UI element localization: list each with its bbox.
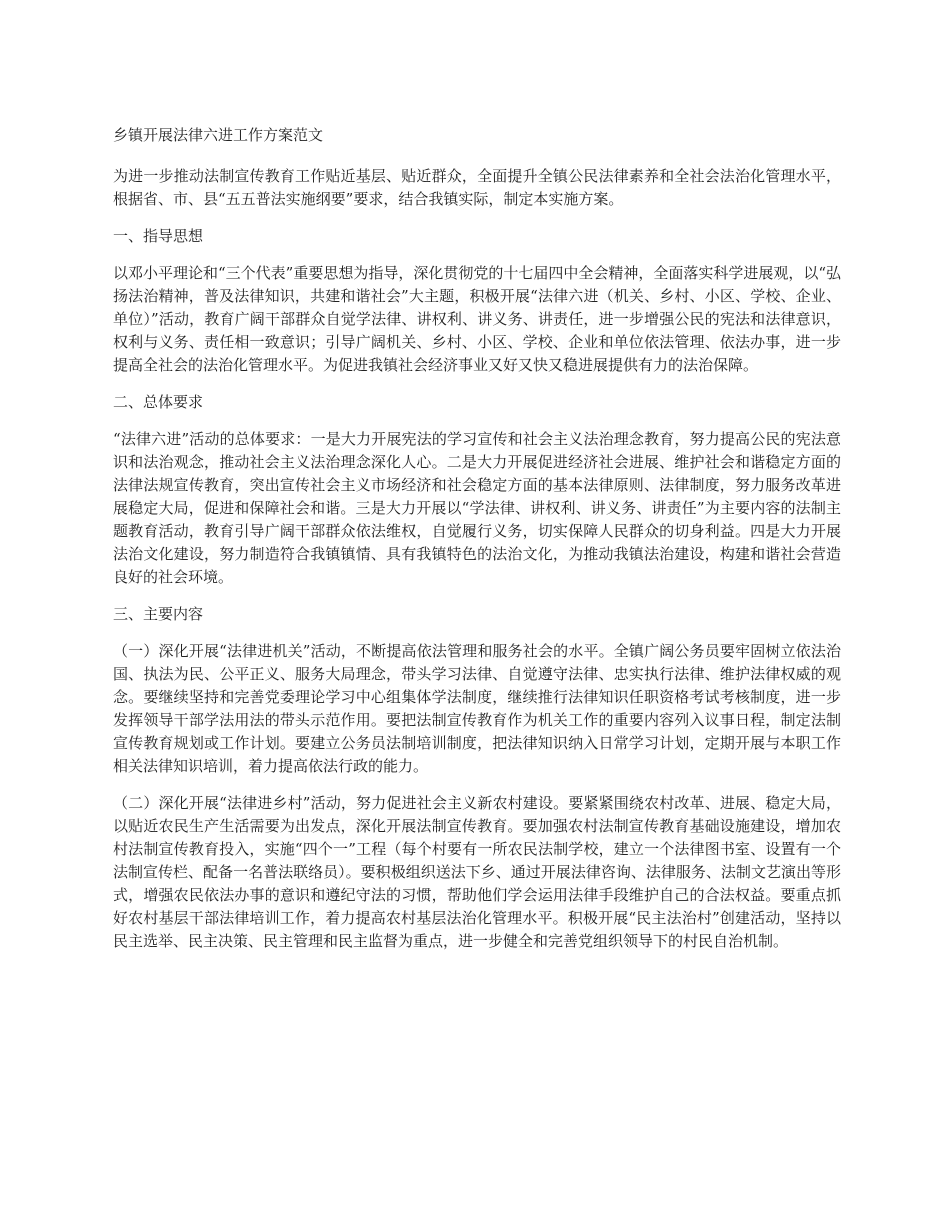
document-page [113, 124, 841, 967]
main-content-item-2: （二）深化开展“法律进乡村”活动，努力促进社会主义新农村建设。要紧紧围绕农村改革、进展、稳定大局，以贴近农民生产生活需要为出发点，深化开展法制宣传教育。要加强农村法制宣传教育基础设施建设，增加农村法制宣传教育投入，实施“四个一”工程（每个村要有一所农民法制学校，建立一个法律图书室、设置有一个法制宣传栏、配备一名普法联络员）。要积极组织送法下乡、通过开展法律咨询、法律服务、法制文艺演出等形式，增强农民依法办事的意识和遵纪守法的习惯，帮助他们学会运用法律手段维护自己的合法权益。要重点抓好农村基层干部法律培训工作，着力提高农村基层法治化管理水平。积极开展“民主法治村”创建活动，坚持以民主选举、民主决策、民主管理和民主监督为重点，进一步健全和完善党组织领导下的村民自治机制。 [113, 794, 841, 950]
section-body-overall-requirements: “法律六进”活动的总体要求：一是大力开展宪法的学习宣传和社会主义法治理念教育，努力提高公民的宪法意识和法治观念，推动社会主义法治理念深化人心。二是大力开展促进经济社会进展、维护社会和谐稳定方面的法律法规宣传教育，突出宣传社会主义市场经济和社会稳定方面的基本法律原则、法律制度，努力服务改革进展稳定大局，促进和保障社会和谐。三是大力开展以“学法律、讲权利、讲义务、讲责任”为主要内容的法制主题教育活动，教育引导广阔干部群众依法维权，自觉履行义务，切实保障人民群众的切身利益。四是大力开展法治文化建设，努力制造符合我镇镇情、具有我镇特色的法治文化，为推动我镇法治建设，构建和谐社会营造良好的社会环境。 [113, 430, 841, 586]
section-body-guiding-thought: 以邓小平理论和“三个代表”重要思想为指导，深化贯彻党的十七届四中全会精神，全面落实科学进展观，以“弘扬法治精神，普及法律知识，共建和谐社会”大主题，积极开展“法律六进（机关、乡村、小区、学校、企业、单位）”活动，教育广阔干部群众自觉学法律、讲权利、讲义务、讲责任，进一步增强公民的宪法和法律意识，权利与义务、责任相一致意识；引导广阔机关、乡村、小区、学校、企业和单位依法管理、依法办事，进一步提高全社会的法治化管理水平。为促进我镇社会经济事业又好又快又稳进展提供有力的法治保障。 [113, 264, 842, 374]
main-content-item-1: （一）深化开展“法律进机关”活动，不断提高依法管理和服务社会的水平。全镇广阔公务员要牢固树立依法治国、执法为民、公平正义、服务大局理念，带头学习法律、自觉遵守法律、忠实执行法律、维护法律权威的观念。要继续坚持和完善党委理论学习中心组集体学法制度，继续推行法律知识任职资格考试考核制度，进一步发挥领导干部学法用法的带头示范作用。要把法制宣传教育作为机关工作的重要内容列入议事日程，制定法制宣传教育规划或工作计划。要建立公务员法制培训制度，把法律知识纳入日常学习计划，定期开展与本职工作相关法律知识培训，着力提高依法行政的能力。 [113, 642, 841, 775]
intro-paragraph: 为进一步推动法制宣传教育工作贴近基层、贴近群众，全面提升全镇公民法律素养和全社会法治化管理水平，根据省、市、县“五五普法实施纲要”要求，结合我镇实际，制定本实施方案。 [113, 167, 841, 208]
section-heading-overall-requirements: 二、总体要求 [113, 393, 204, 411]
document-title: 乡镇开展法律六进工作方案范文 [113, 126, 324, 144]
section-heading-guiding-thought: 一、指导思想 [113, 227, 204, 245]
section-heading-main-content: 三、主要内容 [113, 605, 204, 623]
